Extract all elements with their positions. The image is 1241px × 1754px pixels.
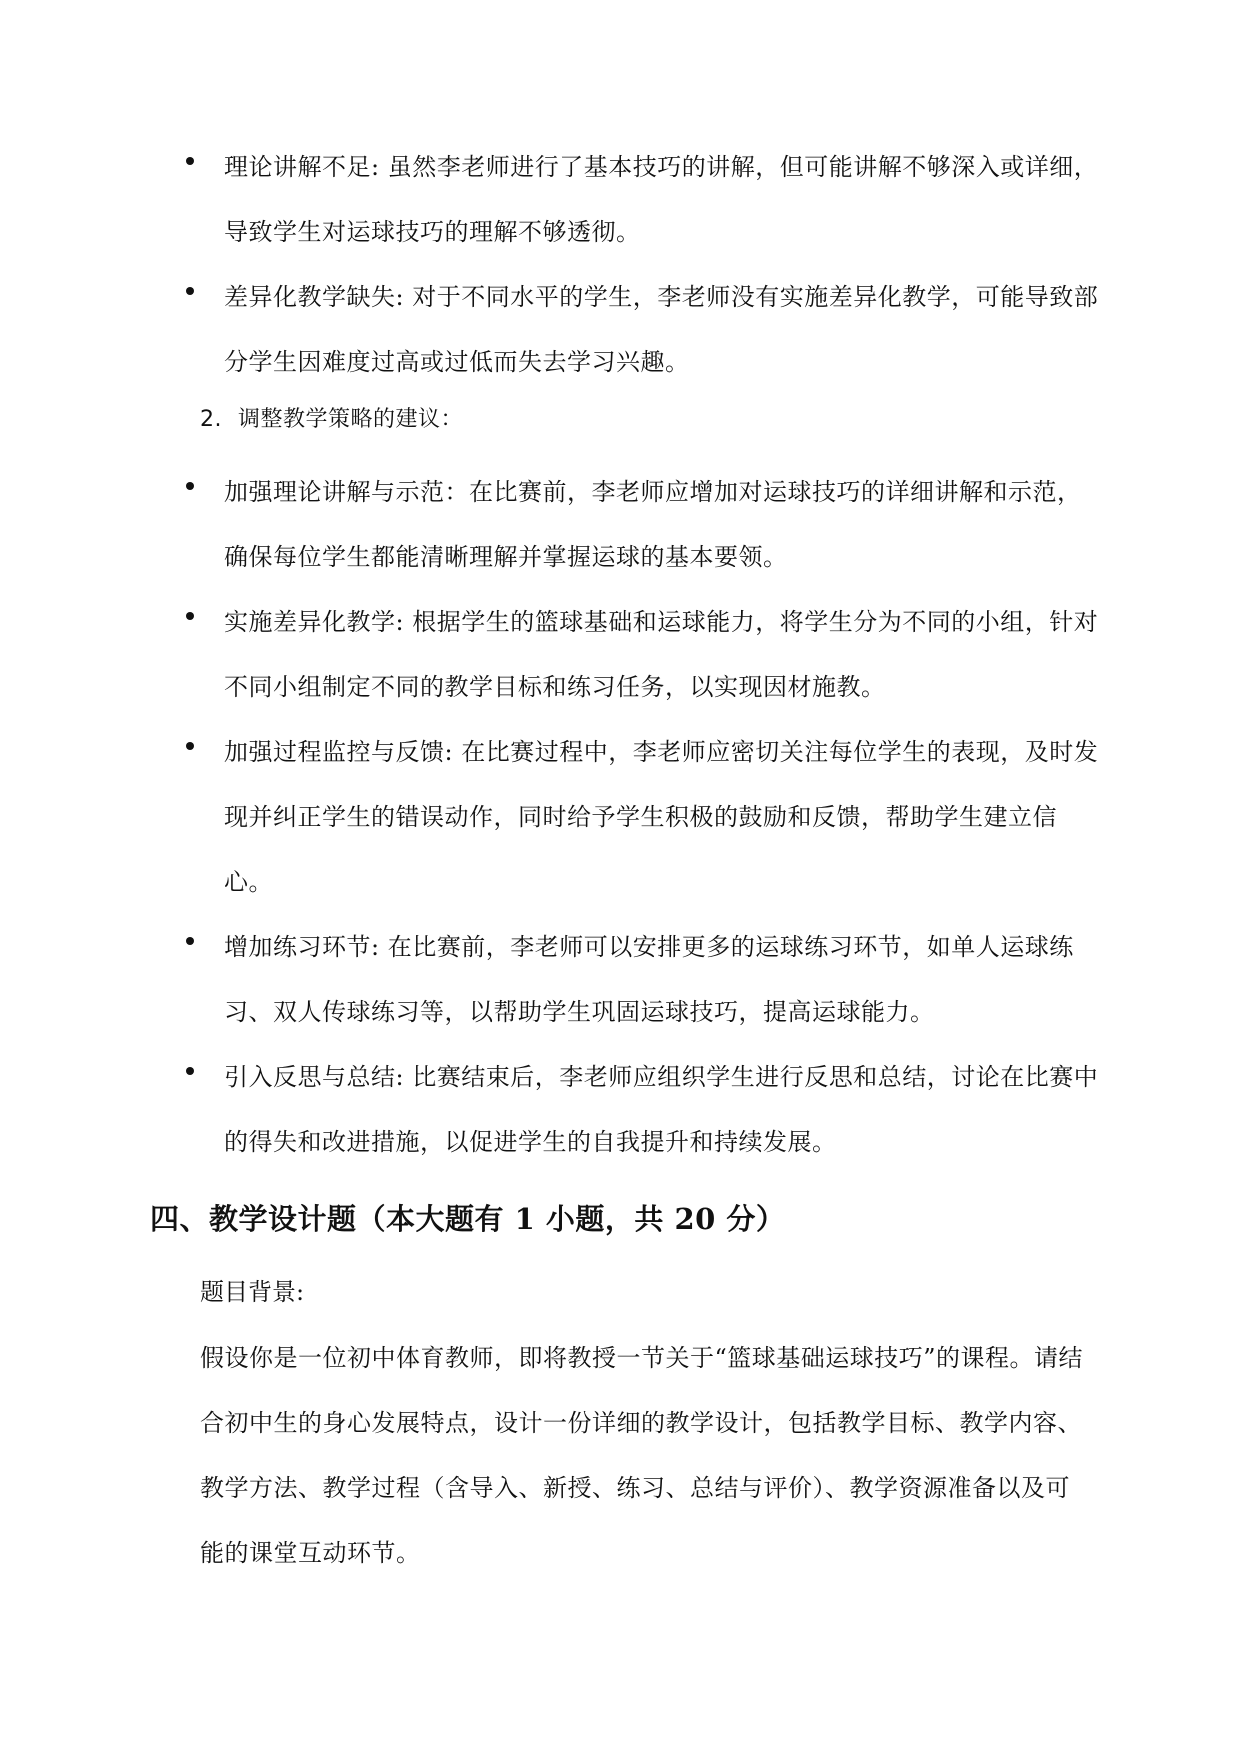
list-item-text: 差异化教学缺失: 对于不同水平的学生，李老师没有实施差异化教学，可能导致部分学生因难度过高或过低而失去学习兴趣。 bbox=[224, 283, 1099, 376]
list-item-text: 加强理论讲解与示范：在比赛前，李老师应增加对运球技巧的详细讲解和示范，确保每位学生都能清晰理解并掌握运球的基本要领。 bbox=[224, 478, 1082, 571]
bullet-icon bbox=[186, 287, 194, 295]
list-item-text: 增加练习环节: 在比赛前，李老师可以安排更多的运球练习环节，如单人运球练习、双人传球练习等，以帮助学生巩固运球技巧，提高运球能力。 bbox=[224, 933, 1074, 1026]
bullet-icon bbox=[186, 157, 194, 165]
numbered-item-number: 2. bbox=[200, 407, 222, 432]
list-item-text: 理论讲解不足: 虽然李老师进行了基本技巧的讲解，但可能讲解不够深入或详细，导致学生对运球技巧的理解不够透彻。 bbox=[224, 153, 1099, 246]
section-heading: 四、教学设计题（本大题有 1 小题，共 20 分） bbox=[150, 1202, 786, 1236]
bullet-icon bbox=[186, 742, 194, 750]
bullet-icon bbox=[186, 482, 194, 490]
bullet-icon bbox=[186, 1067, 194, 1075]
numbered-item bbox=[200, 400, 463, 440]
background-label: 题目背景: bbox=[200, 1278, 305, 1306]
list-item-text: 加强过程监控与反馈: 在比赛过程中，李老师应密切关注每位学生的表现，及时发现并纠正学生的错误动作，同时给予学生积极的鼓励和反馈，帮助学生建立信心。 bbox=[224, 738, 1099, 896]
list-item-text: 引入反思与总结: 比赛结束后，李老师应组织学生进行反思和总结，讨论在比赛中的得失和改进措施，以促进学生的自我提升和持续发展。 bbox=[224, 1063, 1099, 1156]
list-item-text: 实施差异化教学: 根据学生的篮球基础和运球能力，将学生分为不同的小组，针对不同小组制定不同的教学目标和练习任务，以实现因材施教。 bbox=[224, 608, 1099, 701]
numbered-item-text: 调整教学策略的建议： bbox=[238, 407, 464, 432]
bullet-icon bbox=[186, 937, 194, 945]
background-paragraph: 假设你是一位初中体育教师，即将教授一节关于“篮球基础运球技巧”的课程。请结合初中生的身心发展特点，设计一份详细的教学设计，包括教学目标、教学内容、教学方法、教学过程（含导入、新授、练习、总结与评价）、教学资源准备以及可能的课堂互动环节。 bbox=[200, 1344, 1084, 1567]
bullet-icon bbox=[186, 612, 194, 620]
